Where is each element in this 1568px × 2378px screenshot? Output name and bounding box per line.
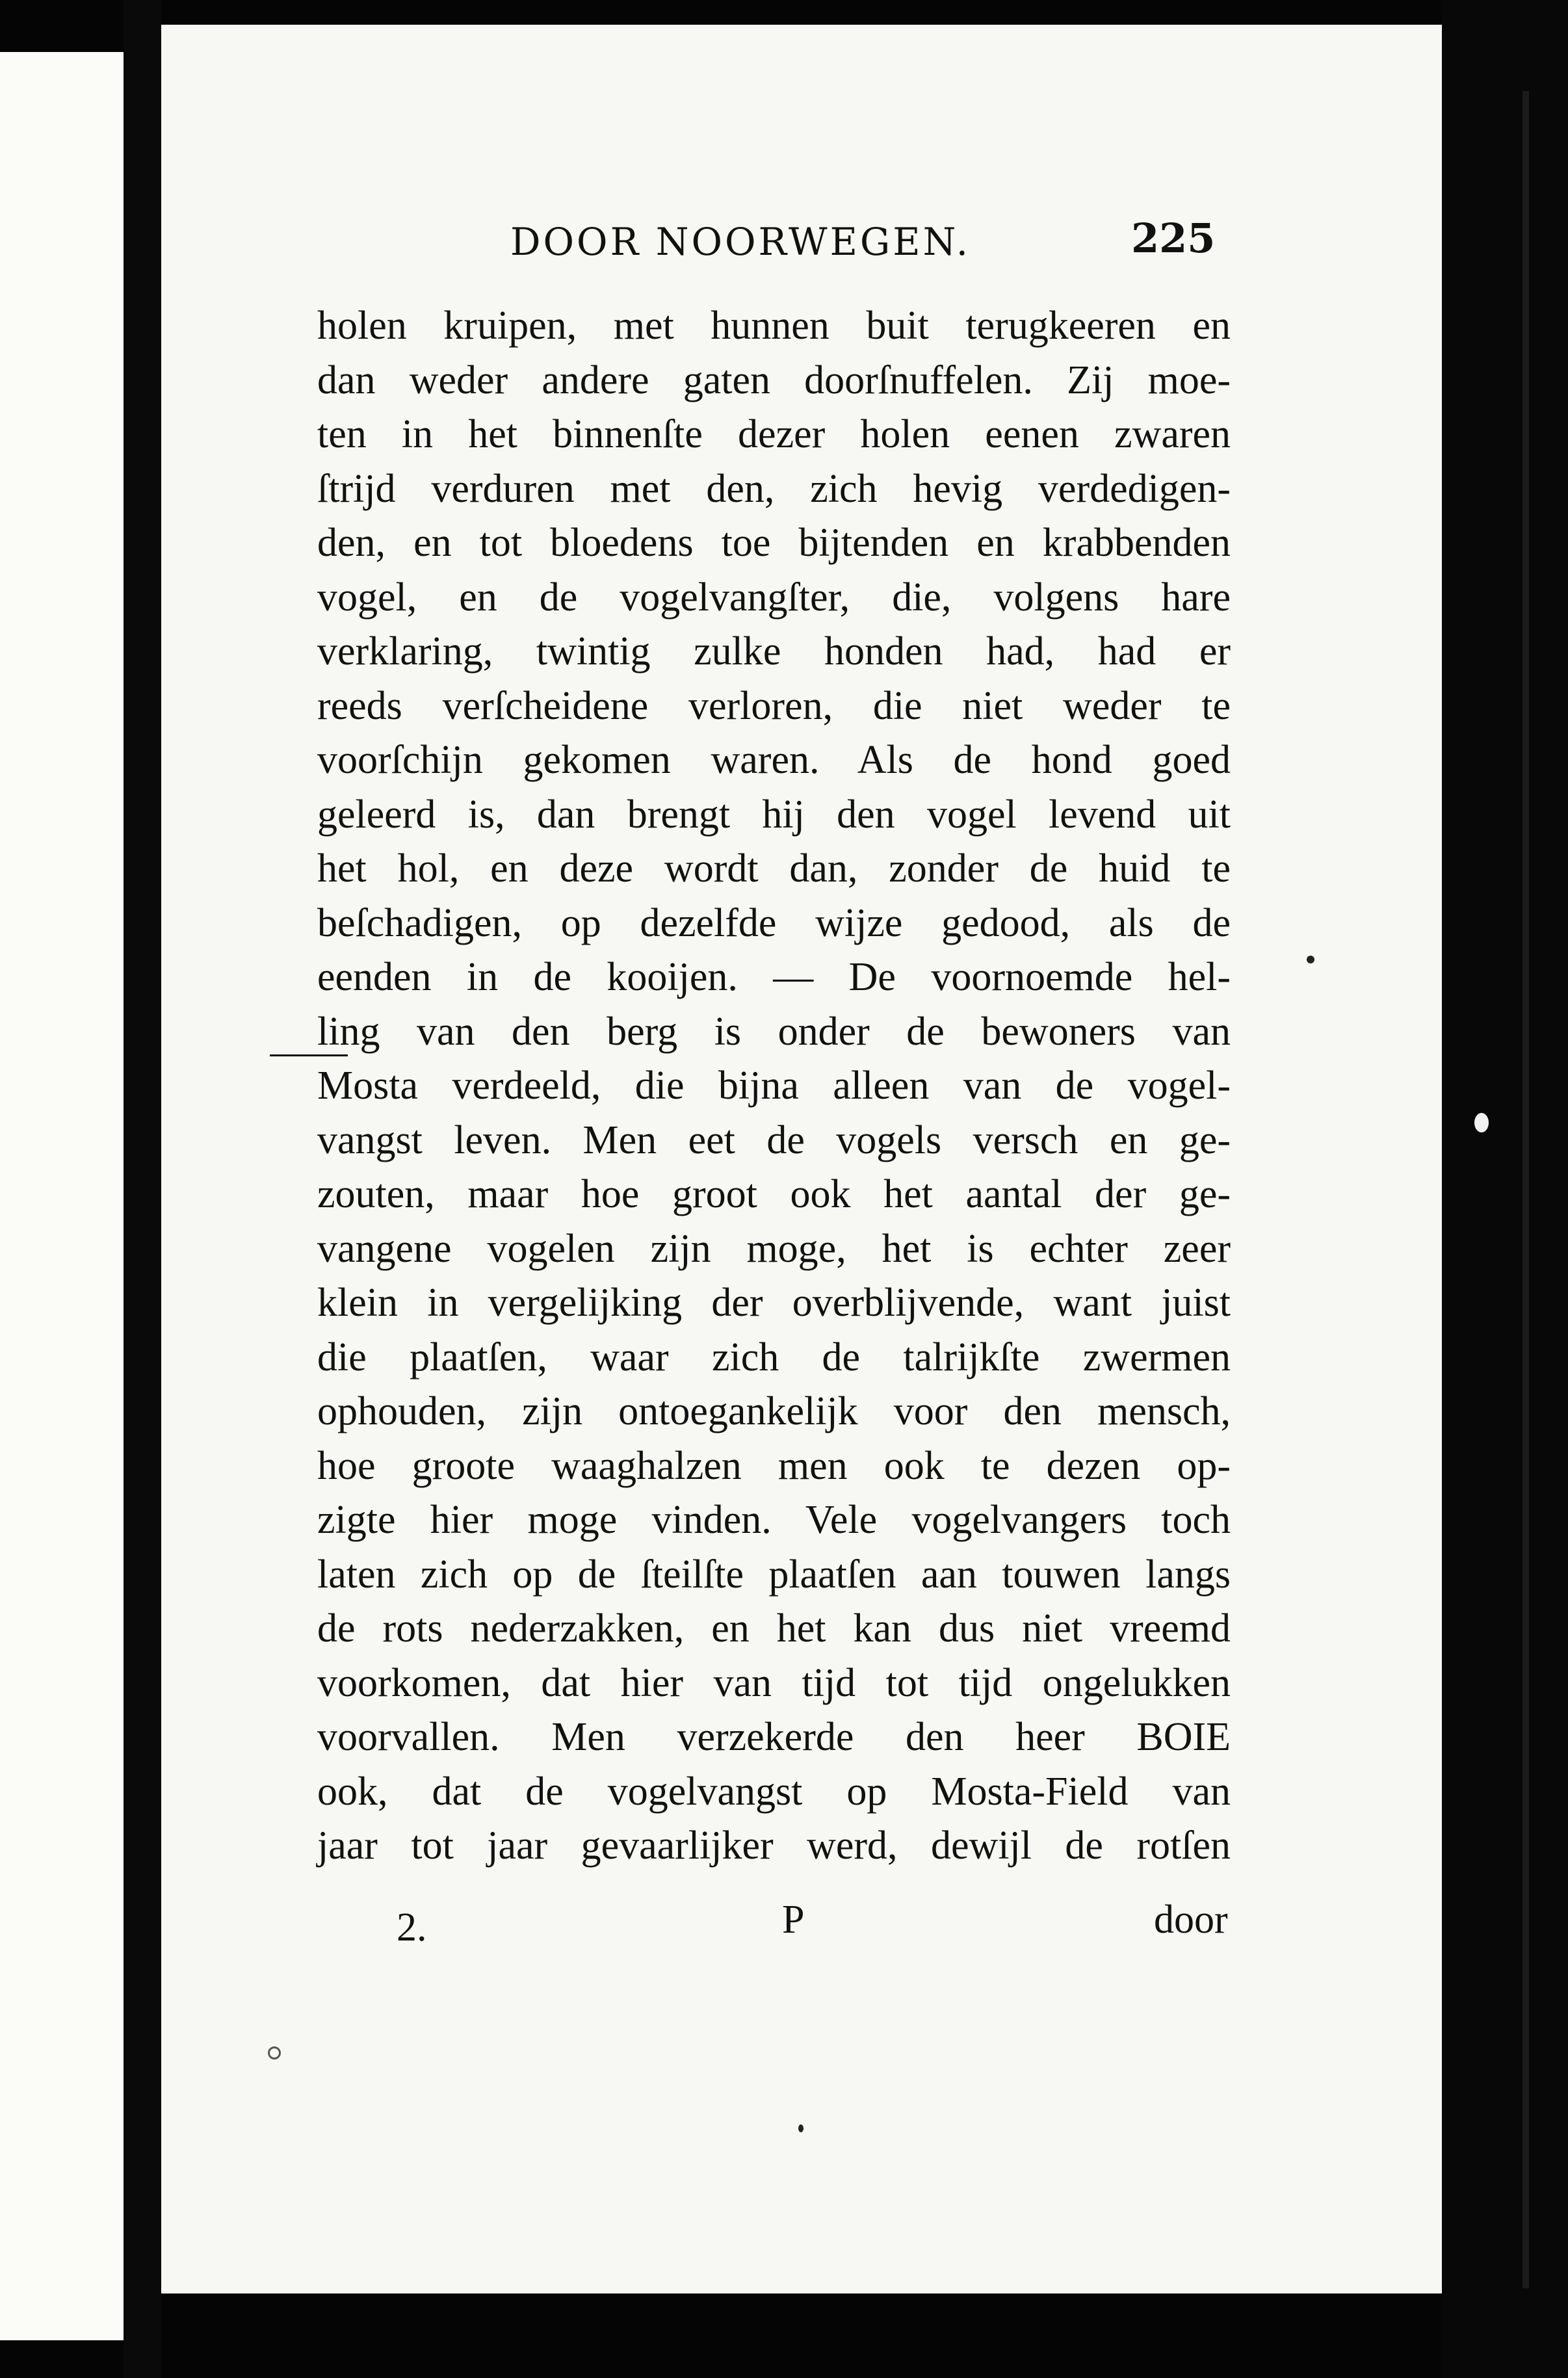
- paper-speck: [1474, 1113, 1489, 1132]
- text-line: de rots nederzakken, en het kan dus niet vreemd: [317, 1606, 1231, 1651]
- facing-page-edge: [0, 52, 124, 2340]
- text-line: ook, dat de vogelvangst op Mosta-Field van: [317, 1769, 1231, 1814]
- text-line: laten zich op de ſteilſte plaatſen aan touwen langs: [317, 1552, 1231, 1597]
- catchword: door: [1154, 1898, 1228, 1942]
- text-line: verklaring, twintig zulke honden had, had er: [317, 629, 1231, 673]
- text-line: zouten, maar hoe groot ook het aantal der ge-: [317, 1172, 1231, 1216]
- text-line: klein in vergelijking der overblijvende, want juist: [317, 1281, 1231, 1325]
- text-line: voorkomen, dat hier van tijd tot tijd ongelukken: [317, 1660, 1231, 1705]
- text-line: het hol, en deze wordt dan, zonder de huid te: [317, 846, 1231, 891]
- text-line: Mosta verdeeld, die bijna alleen van de vogel-: [317, 1064, 1231, 1108]
- text-line: ſtrijd verduren met den, zich hevig verdedigen-: [317, 466, 1231, 511]
- text-line: voorſchijn gekomen waren. Als de hond goed: [317, 738, 1231, 782]
- text-line: zigte hier moge vinden. Vele vogelvangers toch: [317, 1498, 1231, 1542]
- paper-speck: [798, 2124, 804, 2132]
- text-line: holen kruipen, met hunnen buit terugkeeren en: [317, 304, 1231, 348]
- page-number: 225: [1131, 215, 1216, 262]
- text-line: jaar tot jaar gevaarlijker werd, dewijl de rotſen: [317, 1823, 1231, 1868]
- text-line: dan weder andere gaten doorſnuffelen. Zij moe-: [317, 358, 1231, 402]
- text-line: ling van den berg is onder de bewoners van: [317, 1009, 1231, 1054]
- text-line: die plaatſen, waar zich de talrijkſte zwermen: [317, 1335, 1231, 1379]
- text-line: vogel, en de vogelvangſter, die, volgens hare: [317, 575, 1231, 620]
- text-line: voorvallen. Men verzekerde den heer BOIE: [317, 1715, 1231, 1759]
- page-edge-shadow: [1442, 0, 1568, 2378]
- text-line: vangst leven. Men eet de vogels versch en ge-: [317, 1117, 1231, 1162]
- printer-signature: 2.: [397, 1905, 427, 1950]
- text-line: vangene vogelen zijn moge, het is echter zeer: [317, 1226, 1231, 1271]
- text-line: geleerd is, dan brengt hij den vogel levend uit: [317, 792, 1231, 837]
- book-gutter: [124, 0, 161, 2378]
- body-text: [317, 299, 1231, 1874]
- text-line: reeds verſcheidene verloren, die niet weder te: [317, 683, 1231, 728]
- paper-speck: [1307, 956, 1314, 963]
- page-edge-line: [1522, 91, 1529, 2288]
- text-line: ten in het binnenſte dezer holen eenen zwaren: [317, 412, 1231, 456]
- text-line: beſchadigen, op dezelfde wijze gedood, als de: [317, 900, 1231, 945]
- text-line: eenden in de kooijen. — De voornoemde hel-: [317, 955, 1231, 999]
- signature-letter: P: [782, 1898, 805, 1942]
- text-line: den, en tot bloedens toe bijtenden en krabbenden: [317, 521, 1231, 565]
- text-line: hoe groote waaghalzen men ook te dezen op-: [317, 1443, 1231, 1488]
- running-title: DOOR NOORWEGEN.: [510, 220, 971, 264]
- text-line: ophouden, zijn ontoegankelijk voor den mensch,: [317, 1389, 1231, 1433]
- paper-speck: [268, 2046, 281, 2059]
